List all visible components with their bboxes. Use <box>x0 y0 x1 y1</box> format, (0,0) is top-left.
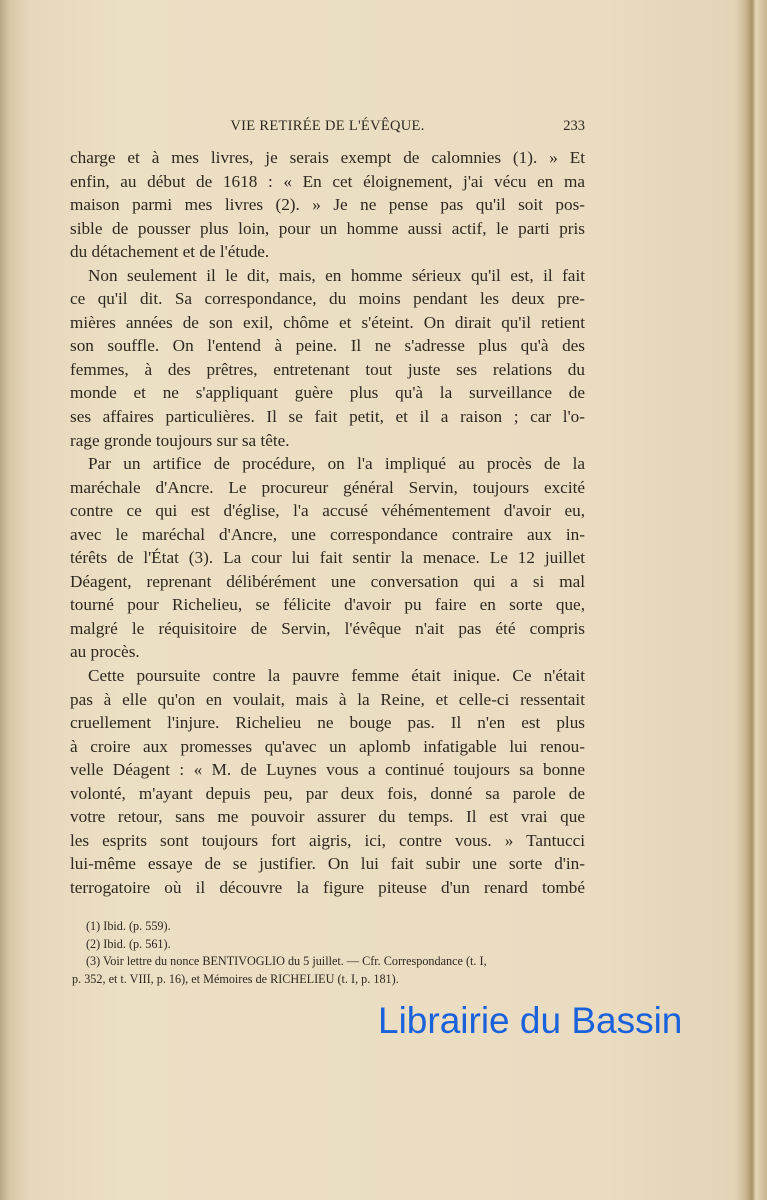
text-line: votre retour, sans me pouvoir assurer du temps. Il est vrai que <box>70 807 585 827</box>
text-line: du détachement et de l'étude. <box>70 242 270 262</box>
text-line: pas à elle qu'on en voulait, mais à la Reine, et celle-ci ressentait <box>70 689 585 709</box>
footnotes <box>72 918 587 988</box>
footnote: (1) Ibid. (p. 559). <box>86 919 171 933</box>
text-line: rage gronde toujours sur sa tête. <box>70 430 290 450</box>
text-line: Cette poursuite contre la pauvre femme était inique. Ce n'était <box>88 666 585 686</box>
footnote: (3) Voir lettre du nonce BENTIVOGLIO du 5 juillet. — Cfr. Correspondance (t. I, <box>86 954 487 968</box>
text-line: les esprits sont toujours fort aigris, ici, contre vous. » Tantucci <box>70 830 585 850</box>
text-line: maison parmi mes livres (2). » Je ne pense pas qu'il soit pos- <box>70 195 585 215</box>
text-line: cruellement l'injure. Richelieu ne bouge pas. Il n'en est plus <box>70 713 585 733</box>
running-title: VIE RETIRÉE DE L'ÉVÊQUE. <box>230 118 425 134</box>
text-line: Déagent, reprenant délibérément une conversation qui a si mal <box>70 571 585 591</box>
text-line: sible de pousser plus loin, pour un homme aussi actif, le parti pris <box>70 218 585 238</box>
text-line: ce qu'il dit. Sa correspondance, du moins pendant les deux pre- <box>70 289 585 309</box>
text-line: maréchale d'Ancre. Le procureur général Servin, toujours excité <box>70 477 585 497</box>
text-line: son souffle. On l'entend à peine. Il ne s'adresse plus qu'à des <box>70 336 585 356</box>
text-line: au procès. <box>70 642 140 662</box>
text-line: velle Déagent : « M. de Luynes vous a continué toujours sa bonne <box>70 760 585 780</box>
text-line: contre ce qui est d'église, l'a accusé véhémentement d'avoir eu, <box>70 501 585 521</box>
footnote: (2) Ibid. (p. 561). <box>86 936 171 951</box>
text-line: térêts de l'État (3). La cour lui fait sentir la menace. Le 12 juillet <box>70 548 585 568</box>
text-line: terrogatoire où il découvre la figure piteuse d'un renard tombé <box>70 877 585 897</box>
text-line: avec le maréchal d'Ancre, une correspondance contraire aux in- <box>70 524 585 544</box>
text-line: tourné pour Richelieu, se félicite d'avoir pu faire en sorte que, <box>70 595 585 615</box>
text-line: lui-même essaye de se justifier. On lui fait subir une sorte d'in- <box>70 854 585 874</box>
text-line: volonté, m'ayant depuis peu, par deux fois, donné sa parole de <box>70 783 585 803</box>
text-line: monde et ne s'appliquant guère plus qu'à la surveillance de <box>70 383 585 403</box>
text-line: ses affaires particulières. Il se fait petit, et il a raison ; car l'o- <box>70 407 585 427</box>
page-header <box>70 118 585 138</box>
page-number: 233 <box>563 118 585 134</box>
text-line: malgré le réquisitoire de Servin, l'évêque n'ait pas été compris <box>70 618 585 638</box>
text-line: mières années de son exil, chôme et s'éteint. On dirait qu'il retient <box>70 312 585 332</box>
watermark-logo: Librairie du Bassin <box>378 1000 683 1041</box>
footnote: p. 352, et t. VIII, p. 16), et Mémoires de RICHELIEU (t. I, p. 181). <box>72 971 399 986</box>
text-line: femmes, à des prêtres, entretenant tout juste ses relations du <box>70 359 585 379</box>
text-line: charge et à mes livres, je serais exempt de calomnies (1). » Et <box>70 148 585 167</box>
text-line: enfin, au début de 1618 : « En cet éloignement, j'ai vécu en ma <box>70 171 585 191</box>
text-line: Par un artifice de procédure, on l'a impliqué au procès de la <box>88 454 585 474</box>
text-line: à croire aux promesses qu'avec un aplomb infatigable lui renou- <box>70 736 585 756</box>
text-line: Non seulement il le dit, mais, en homme sérieux qu'il est, il fait <box>88 265 585 285</box>
body-text <box>70 146 585 900</box>
